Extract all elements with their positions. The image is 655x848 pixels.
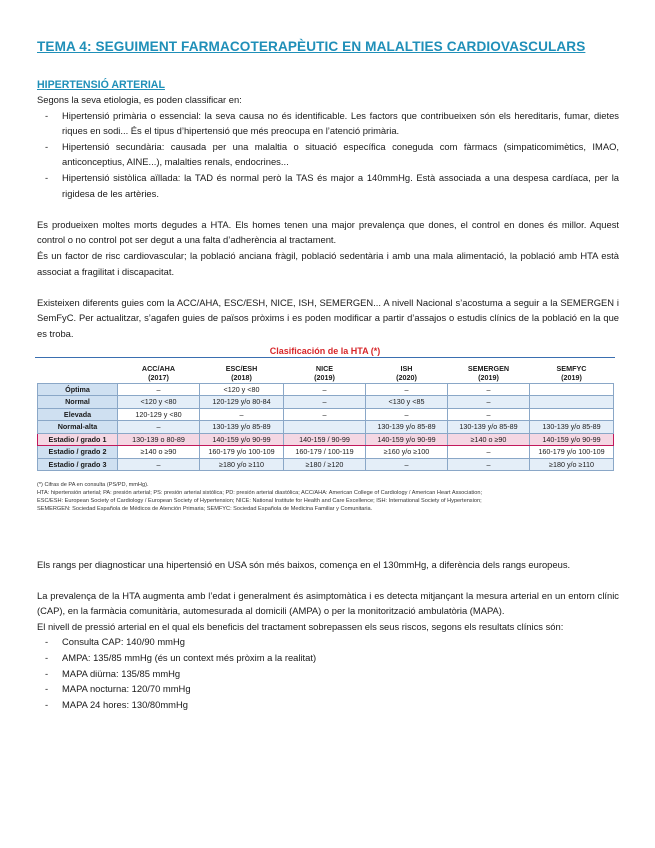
table-cell: 120-129 y/o 80-84 [200,396,284,409]
table-cell: 130-139 y/o 85-89 [448,421,530,434]
list-item: - Hipertensió secundària: causada per una malaltia o situació específica coneguda com fàrmacs (simpaticomimètics, IMAO, anticonceptius, AINE...), malalties renals, endocrines... [37,139,619,170]
table-header-cell: ESC/ESH (2018) [225,363,258,382]
table-cell: – [448,383,530,396]
table-row [38,421,614,434]
table-cell: – [284,396,366,409]
table-header-cell: SEMFYC (2019) [556,363,587,382]
table-header-row [38,360,614,384]
table-cell: – [284,383,366,396]
table-cell: 140-159 y/o 90-99 [530,433,614,446]
table-row-label: Normal-alta [38,421,118,434]
table-cell: <120 y <80 [118,396,200,409]
table-cell: – [448,446,530,459]
footnote-line: HTA: hipertensión arterial; PA: presión arterial; PS: presión arterial sistólica; PD: presión arterial diastólica; ACC/AHA: American College of Cardiology / American Heart Association; [37,489,482,496]
table-cell: 130-139 y/o 85-89 [366,421,448,434]
table-row-label: Estadio / grado 3 [38,458,118,471]
table-cell: <130 y <85 [366,396,448,409]
table-cell [530,396,614,409]
footnote-line: (*) Cifras de PA en consulta (PS/PD, mmHg). [37,481,149,488]
table-row [38,446,614,459]
table-cell: <120 y <80 [200,383,284,396]
table-cell: ≥180 / ≥120 [284,458,366,471]
table-cell: ≥180 y/o ≥110 [530,458,614,471]
hypertension-types-list [37,108,619,202]
table-cell: 160-179 / 100-119 [284,446,366,459]
table-cell: – [118,421,200,434]
paragraph-risk-factor: És un factor de risc cardiovascular; la població anciana fràgil, població sedentària i amb una mala alimentació, la població amb HTA està associat a fragilitat i discapacitat. [37,249,619,277]
list-item: - Consulta CAP: 140/90 mmHg [37,634,619,650]
paragraph-usa-ranges: Els rangs per diagnosticar una hipertensió en USA són més baixos, comença en el 130mmHg, a diferència dels rangs europeus. [37,558,571,570]
table-row-label: Óptima [38,383,118,396]
table-cell: ≥180 y/o ≥110 [200,458,284,471]
list-item: - Hipertensió sistòlica aïllada: la TAD és normal però la TAS és major a 140mmHg. Està associada a una despesa cardíaca, per la rigidesa de les artèries. [37,170,619,201]
table-cell: – [448,408,530,421]
figure-footnotes [37,481,613,513]
table-cell: – [284,408,366,421]
table-header-cell: ISH (2020) [396,363,417,382]
table-row-label: Estadio / grado 1 [38,433,118,446]
table-row-label: Estadio / grado 2 [38,446,118,459]
table-cell: – [200,408,284,421]
paragraph-guidelines: Existeixen diferents guies com la ACC/AHA, ESC/ESH, NICE, ISH, SEMERGEN... A nivell Nacional s’acostuma a seguir a la SEMERGEN i SemFyC. Per actualitzar, s’agafen guies de països pròxims i es poden modificar a partir d’assajos o estudis clínics de la població en la que es troba. [37,296,619,339]
hta-classification-figure [35,345,615,549]
table-cell: – [448,458,530,471]
list-item: - Hipertensió primària o essencial: la seva causa no és identificable. Les factors que contribueixen són els hereditaris, fumar, dietes riques en sodi... És el tipus d’hipertensió que més preocupa en l’atenció primària. [37,108,619,139]
paragraph-treatment-threshold: El nivell de pressió arterial en el qual els beneficis del tractament sobrepassen els seus riscos, segons els resultats clínics són: [37,620,564,632]
table-cell: ≥160 y/o ≥100 [366,446,448,459]
table-row-label: Normal [38,396,118,409]
table-row [38,396,614,409]
document-content [37,38,619,712]
table-cell: – [448,396,530,409]
table-header-cell: NICE (2019) [314,363,335,382]
page-title: TEMA 4: SEGUIMENT FARMACOTERAPÈUTIC EN MALALTIES CARDIOVASCULARS [37,39,586,54]
table-header-cell: ACC/AHA (2017) [141,363,176,382]
table-row-label: Elevada [38,408,118,421]
table-cell: 140-159 y/o 90-99 [200,433,284,446]
table-cell: 160-179 y/o 100-109 [530,446,614,459]
table-row [38,383,614,396]
table-cell: 130-139 y/o 85-89 [200,421,284,434]
figure-divider [35,357,615,359]
footnote-line: ESC/ESH: European Society of Cardiology / European Society of Hypertension; NICE: National Institute for Health and Care Excellence; ISH: International Society of Hypertension; [37,497,482,504]
intro-paragraph: Segons la seva etiologia, es poden classificar en: [37,94,242,105]
paragraph-prevalence: La prevalença de la HTA augmenta amb l’edat i generalment és asimptomàtica i es detecta mitjançant la mesura arterial en un entorn clínic (CAP), en la farmàcia comunitària, automesurada al domicili (AMPA) o per la monitorització ambulatòria (MAPA). [37,589,619,617]
footnote-line: SEMERGEN: Sociedad Española de Médicos de Atención Primaria; SEMFYC: Sociedad Española de Medicina Familiar y Comunitaria. [37,505,373,512]
paragraph-mortality: Es produeixen moltes morts degudes a HTA. Els homes tenen una major prevalença que dones, el control en dones és millor. Aquest control o no control pot ser degut a una falta d’adherència al tractament. [37,218,619,246]
table-cell [530,408,614,421]
table-cell: 120-129 y <80 [118,408,200,421]
hta-classification-table [37,360,614,472]
figure-title: Clasificación de la HTA (*) [269,345,381,356]
table-header-cell [38,360,118,384]
table-cell: ≥140 o ≥90 [118,446,200,459]
table-cell: – [366,458,448,471]
list-item: - MAPA nocturna: 120/70 mmHg [37,681,619,697]
table-cell: 130-139 y/o 85-89 [530,421,614,434]
pressure-thresholds-list [37,634,619,712]
table-cell: 140-159 y/o 90-99 [366,433,448,446]
list-item: - MAPA diürna: 135/85 mmHg [37,666,619,682]
table-cell: – [118,383,200,396]
table-cell: – [118,458,200,471]
table-header-cell: SEMERGEN (2019) [467,363,510,382]
table-row [38,458,614,471]
section-title: HIPERTENSIÓ ARTERIAL [37,79,165,91]
table-cell: 160-179 y/o 100-109 [200,446,284,459]
list-item: - AMPA: 135/85 mmHg (és un context més pròxim a la realitat) [37,650,619,666]
table-cell: – [366,383,448,396]
table-cell: ≥140 o ≥90 [448,433,530,446]
table-cell: 140-159 / 90-99 [284,433,366,446]
table-row [38,408,614,421]
table-cell: – [366,408,448,421]
list-item: - MAPA 24 hores: 130/80mmHg [37,697,619,713]
table-cell [284,421,366,434]
table-row-highlighted [38,433,614,446]
table-cell [530,383,614,396]
table-cell: 130-139 o 80-89 [118,433,200,446]
